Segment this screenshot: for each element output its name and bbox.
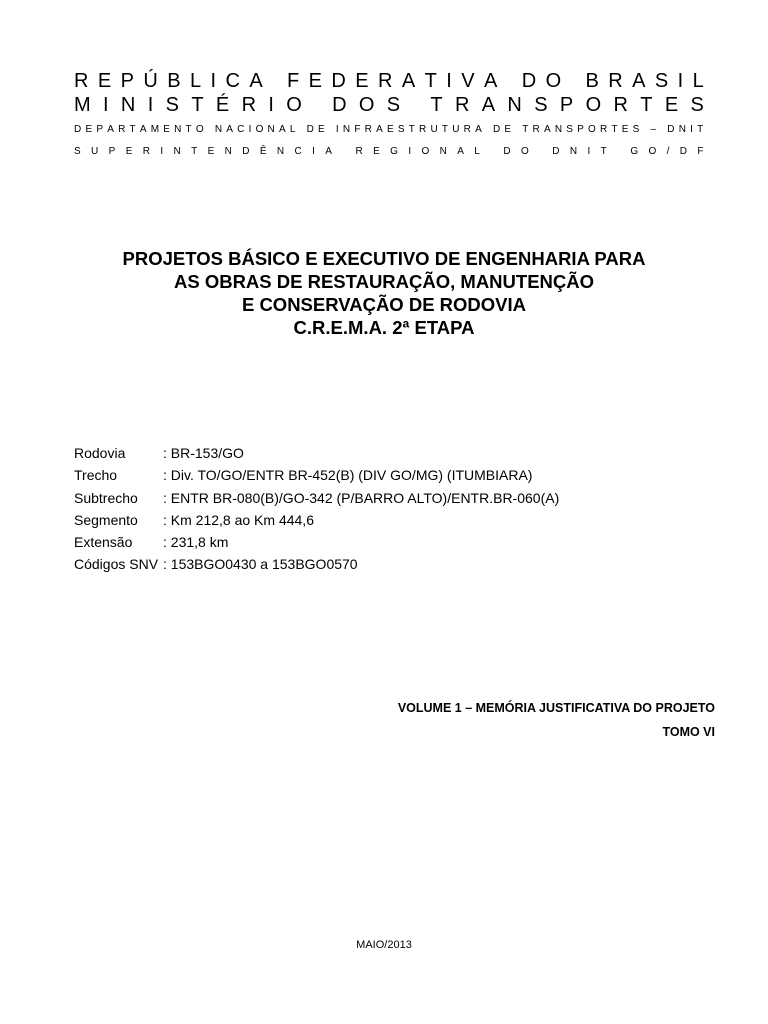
header-letter: E [621, 124, 629, 135]
header-letter: D [74, 124, 82, 135]
header-letter: I [587, 146, 591, 157]
header-letter: Ê [259, 146, 267, 157]
header-letter: D [306, 124, 314, 135]
header-letter: S [397, 124, 405, 135]
header-letter: D [667, 124, 675, 135]
header-letter: R [142, 146, 150, 157]
header-letter: S [386, 94, 401, 116]
header-letter: N [276, 146, 285, 157]
header-letter: A [278, 124, 286, 135]
header-letter: Ú [143, 70, 158, 92]
info-label: Subtrecho [74, 489, 138, 506]
header-letter: A [139, 124, 147, 135]
header-letter [507, 70, 513, 93]
header-letter: E [207, 146, 215, 157]
header-letter: T [430, 94, 443, 116]
header-letter: C [237, 124, 245, 135]
header-letter [272, 70, 278, 93]
header-letter: I [160, 146, 164, 157]
header-letter: R [355, 146, 363, 157]
header-letter: I [408, 146, 412, 157]
header-letter: O [286, 94, 302, 116]
header-letter: D [679, 146, 688, 157]
title-line-2: AS OBRAS DE RESTAURAÇÃO, MANUTENÇÃO [173, 271, 595, 292]
header-letter: O [648, 146, 657, 157]
info-label: Rodovia [74, 445, 126, 461]
info-label: Códigos SNV [74, 556, 159, 573]
volume-tome: TOMO VI [662, 725, 715, 739]
header-letter: N [267, 124, 275, 135]
header-letter [490, 146, 493, 157]
header-letter: D [503, 146, 511, 157]
info-row [74, 487, 559, 509]
header-letter: S [534, 94, 548, 116]
info-value: : ENTR BR-080(B)/GO-342 (P/BARRO ALTO)/ENTR.BR-060(A) [163, 489, 560, 506]
header-letter: É [215, 94, 230, 116]
info-row [74, 531, 559, 553]
header-letter: R [600, 124, 608, 135]
header-letter: O [421, 146, 430, 157]
volume-block [398, 696, 715, 744]
header-letter [515, 124, 518, 135]
header-letter [486, 124, 489, 135]
document-title [0, 247, 768, 339]
header-letter: T [611, 124, 618, 135]
publication-date: MAIO/2013 [356, 939, 412, 951]
info-value: : 231,8 km [163, 534, 229, 551]
header-letter: R [454, 94, 470, 116]
info-value: : BR-153/GO [163, 445, 244, 461]
header-letter: N [554, 124, 563, 135]
header-letter [617, 146, 620, 157]
header-letter: R [241, 94, 257, 116]
header-letter: I [690, 124, 693, 135]
header-letter: E [318, 124, 325, 135]
header-letter: O [255, 124, 264, 135]
header-letter: I [147, 94, 154, 116]
header-letter: L [692, 70, 704, 92]
header-letter: E [97, 70, 112, 92]
header-letter: A [401, 70, 416, 92]
header-letter [329, 124, 332, 135]
header-letter: T [697, 124, 704, 135]
header-letter: U [430, 124, 438, 135]
header-ministry [74, 94, 704, 117]
header-letter: R [613, 94, 628, 116]
header-letter: D [492, 124, 501, 135]
header-letter: R [378, 70, 393, 92]
header-department [74, 124, 704, 135]
header-letter: E [125, 146, 133, 157]
header-letter: O [585, 94, 602, 116]
header-letter: T [441, 124, 448, 135]
header-letter: D [552, 146, 560, 157]
header-letter: E [386, 124, 394, 135]
header-letter: N [507, 94, 522, 116]
info-label: Trecho [74, 467, 118, 484]
header-letter: T [424, 70, 437, 92]
info-row [74, 553, 559, 575]
header-letter: B [585, 70, 599, 92]
header-letter: G [630, 146, 639, 157]
header-letter: E [163, 124, 170, 135]
header-letter: T [129, 124, 136, 135]
header-letter: T [191, 94, 204, 116]
header-letter: G [390, 146, 398, 157]
header-letter: U [91, 146, 99, 157]
header-letter: F [354, 124, 361, 135]
header-letter: P [577, 124, 584, 135]
header-letter: O [195, 124, 204, 135]
header-letter: E [85, 124, 93, 135]
header-letter: N [214, 124, 223, 135]
header-letter: S [165, 94, 179, 116]
header-letter: T [191, 146, 198, 157]
header-letter: E [373, 146, 380, 157]
header-letter: N [173, 146, 181, 157]
header-letter: O [520, 146, 529, 157]
header-letter: F [697, 146, 704, 157]
header-letter: I [210, 70, 217, 92]
header-letter: A [249, 70, 263, 92]
header-letter: E [664, 94, 679, 116]
header-letter: I [248, 124, 252, 135]
header-letter: I [677, 70, 684, 92]
header-letter: U [452, 124, 460, 135]
header-letter [314, 94, 320, 117]
info-label: Extensão [74, 534, 133, 551]
header-letter: N [120, 94, 136, 116]
header-letter: T [408, 124, 415, 135]
header-letter: A [376, 124, 383, 135]
header-letter: I [335, 124, 339, 135]
header-letter: M [74, 94, 91, 116]
header-letter [300, 124, 303, 135]
header-letter: C [294, 146, 302, 157]
header-letter: R [419, 124, 427, 135]
header-letter [208, 124, 211, 135]
header-letter: D [332, 94, 347, 116]
header-letter: I [446, 70, 452, 92]
header-letter: O [545, 70, 562, 92]
header-letter: N [569, 146, 578, 157]
header-letter: R [608, 70, 623, 92]
header-letter: N [342, 124, 351, 135]
header-letter: R [364, 124, 372, 135]
header-letter: / [666, 146, 670, 157]
header-letter: E [308, 70, 323, 92]
header-letter [342, 146, 345, 157]
header-letter: L [289, 124, 296, 135]
header-letter: D [331, 70, 346, 92]
info-row [74, 464, 559, 486]
header-letter: O [358, 94, 375, 116]
header-letter: – [650, 124, 657, 135]
header-letter: A [457, 146, 464, 157]
header-letter: A [107, 124, 114, 135]
title-line-3: E CONSERVAÇÃO DE RODOVIA [241, 294, 527, 315]
header-letter: C [225, 70, 240, 92]
header-letter: S [654, 70, 669, 92]
header-letter: P [108, 146, 116, 157]
title-line-1: PROJETOS BÁSICO E EXECUTIVO DE ENGENHARIA PARA [122, 248, 646, 269]
header-letter: T [600, 146, 607, 157]
header-letter: R [74, 70, 89, 92]
header-superintendence [74, 146, 704, 157]
header-letter: R [532, 124, 540, 135]
header-letter: N [224, 146, 232, 157]
header-letter [571, 70, 577, 93]
header-letter: R [118, 124, 126, 135]
header-letter: N [439, 146, 447, 157]
header-letter: P [120, 70, 134, 92]
header-letter: F [287, 70, 300, 92]
header-letter: L [474, 146, 480, 157]
header-letter: P [559, 94, 574, 116]
header-letter: S [690, 94, 704, 116]
header-letter: A [226, 124, 233, 135]
header-letter: E [355, 70, 369, 92]
header-letter: R [463, 124, 471, 135]
header-letter: I [268, 94, 274, 116]
info-row [74, 509, 559, 531]
header-letter: I [312, 146, 315, 157]
header-republic [74, 70, 704, 93]
header-letter: A [325, 146, 332, 157]
header-letter: A [543, 124, 551, 135]
header-letter: T [185, 124, 192, 135]
header-letter: T [640, 94, 653, 116]
volume-title: VOLUME 1 – MEMÓRIA JUSTIFICATIVA DO PROJETO [397, 701, 715, 715]
header-letter: I [103, 94, 109, 116]
info-value: : Div. TO/GO/ENTR BR-452(B) (DIV GO/MG) (ITUMBIARA) [163, 467, 533, 484]
header-letter [412, 94, 418, 117]
header-letter: V [461, 70, 475, 92]
header-letter: M [150, 124, 160, 135]
header-letter: P [96, 124, 103, 135]
header-letter: S [74, 146, 81, 157]
header-letter: A [483, 70, 498, 92]
header-letter: A [475, 124, 482, 135]
header-letter: D [521, 70, 537, 92]
info-row [74, 442, 559, 464]
header-letter: S [566, 124, 573, 135]
header-letter: N [678, 124, 686, 135]
header-letter [660, 124, 663, 135]
header-letter: L [189, 70, 202, 92]
header-letter: A [632, 70, 646, 92]
info-value: : 153BGO0430 a 153BGO0570 [163, 556, 358, 573]
header-letter: O [588, 124, 596, 135]
info-value: : Km 212,8 ao Km 444,6 [163, 511, 314, 528]
header-letter [644, 124, 647, 135]
header-letter: E [504, 124, 512, 135]
info-label: Segmento [74, 511, 138, 528]
header-letter [539, 146, 542, 157]
header-letter: N [174, 124, 182, 135]
header-letter: T [522, 124, 529, 135]
header-letter: D [242, 146, 250, 157]
header-letter: A [481, 94, 496, 116]
title-line-4: C.R.E.M.A. 2ª ETAPA [293, 317, 475, 338]
header-letter: B [167, 70, 181, 92]
header-letter: S [632, 124, 640, 135]
highway-info [74, 442, 559, 576]
